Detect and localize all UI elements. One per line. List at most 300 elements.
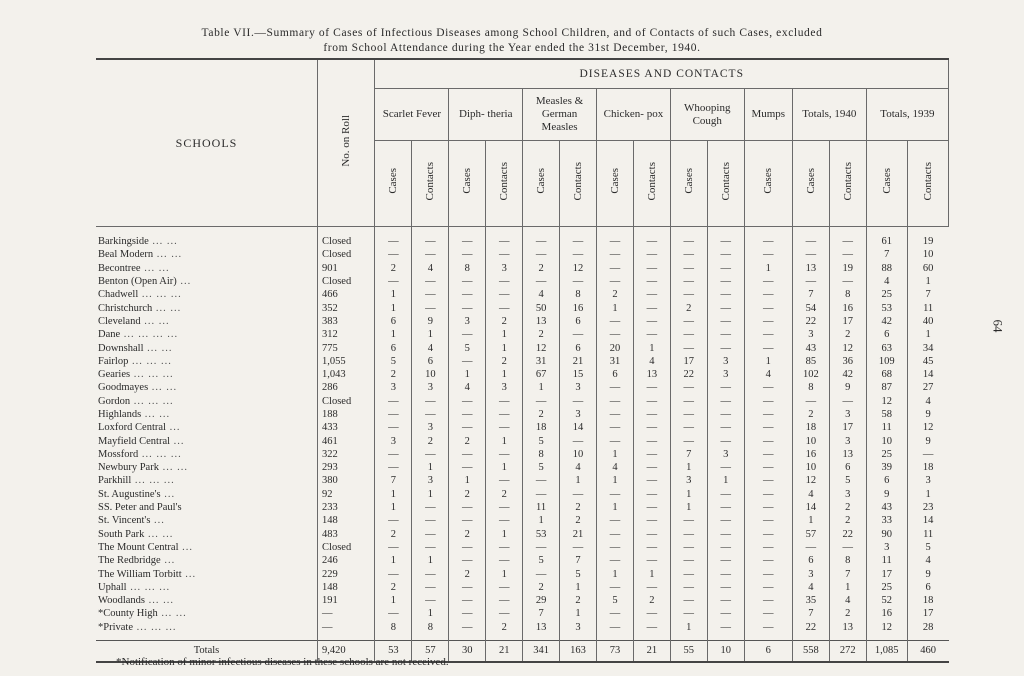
value-cell: 19 <box>907 227 948 249</box>
value-cell: — <box>449 227 486 249</box>
value-cell: — <box>633 301 670 314</box>
table-row <box>96 408 949 421</box>
value-cell: 2 <box>375 262 412 275</box>
value-cell: 1 <box>560 474 597 487</box>
school-name <box>96 581 318 594</box>
value-cell: — <box>633 501 670 514</box>
roll-count: 1,043 <box>318 368 375 381</box>
roll-count: Closed <box>318 248 375 261</box>
value-cell: 50 <box>523 301 560 314</box>
roll-count: 246 <box>318 554 375 567</box>
value-cell: 3 <box>866 541 907 554</box>
value-cell: — <box>597 315 634 328</box>
value-cell: 1 <box>829 581 866 594</box>
value-cell: 43 <box>866 501 907 514</box>
value-cell: — <box>707 301 744 314</box>
value-cell: 28 <box>907 621 948 641</box>
roll-count: 1,055 <box>318 355 375 368</box>
value-cell: — <box>744 621 792 641</box>
value-cell: 14 <box>907 368 948 381</box>
value-cell: 7 <box>670 448 707 461</box>
table-row <box>96 355 949 368</box>
roll-count: 483 <box>318 528 375 541</box>
value-cell: — <box>707 421 744 434</box>
value-cell: 3 <box>829 488 866 501</box>
value-cell: 63 <box>866 341 907 354</box>
value-cell: 5 <box>829 474 866 487</box>
dot-leader: ... ... ... <box>130 369 174 381</box>
value-cell: — <box>412 301 449 314</box>
value-cell: 1 <box>523 514 560 527</box>
value-cell: 2 <box>486 621 523 641</box>
school-name-text: *County High <box>98 608 158 620</box>
value-cell: 7 <box>792 607 829 620</box>
value-cell: 18 <box>792 421 829 434</box>
dot-leader: ... ... <box>158 462 188 474</box>
value-cell: 61 <box>866 227 907 249</box>
value-cell: — <box>486 607 523 620</box>
dot-leader: ... ... <box>157 608 187 620</box>
value-cell: 4 <box>523 288 560 301</box>
value-cell: 2 <box>523 328 560 341</box>
value-cell: 25 <box>866 581 907 594</box>
value-cell: — <box>744 301 792 314</box>
table-row <box>96 275 949 288</box>
value-cell: — <box>670 227 707 249</box>
value-cell: 11 <box>907 528 948 541</box>
value-cell: — <box>412 448 449 461</box>
value-cell: 5 <box>523 434 560 447</box>
value-cell: — <box>744 341 792 354</box>
value-cell: 2 <box>486 355 523 368</box>
table-row <box>96 262 949 275</box>
value-cell: 10 <box>792 434 829 447</box>
value-cell: — <box>744 488 792 501</box>
school-name-text: Cleveland <box>98 315 141 327</box>
dot-leader: ... <box>160 488 176 500</box>
cases-label: Cases <box>535 168 548 194</box>
value-cell: — <box>633 434 670 447</box>
value-cell: — <box>670 381 707 394</box>
value-cell: 3 <box>707 368 744 381</box>
value-cell: 2 <box>829 328 866 341</box>
roll-count: Closed <box>318 275 375 288</box>
value-cell: 2 <box>412 434 449 447</box>
totals-value-cell: 73 <box>597 640 634 662</box>
value-cell: 3 <box>412 421 449 434</box>
value-cell: 15 <box>560 368 597 381</box>
value-cell: 1 <box>412 488 449 501</box>
value-cell: — <box>670 395 707 408</box>
value-cell: — <box>486 554 523 567</box>
value-cell: 102 <box>792 368 829 381</box>
value-cell: — <box>707 514 744 527</box>
value-cell: — <box>792 395 829 408</box>
value-cell: 9 <box>907 567 948 580</box>
value-cell: 1 <box>670 461 707 474</box>
roll-count: 383 <box>318 315 375 328</box>
value-cell: — <box>523 227 560 249</box>
dot-leader: ... <box>178 541 193 553</box>
value-cell: 11 <box>907 301 948 314</box>
value-cell: 90 <box>866 528 907 541</box>
value-cell: 1 <box>486 341 523 354</box>
dot-leader: ... ... ... <box>133 621 177 633</box>
value-cell: 2 <box>375 368 412 381</box>
value-cell: 3 <box>449 315 486 328</box>
value-cell: 1 <box>412 607 449 620</box>
table-row <box>96 581 949 594</box>
value-cell: 8 <box>412 621 449 641</box>
contacts-label: Contacts <box>572 161 585 201</box>
table-title-line2: from School Attendance during the Year ended the 31st December, 1940. <box>323 42 701 54</box>
value-cell: 4 <box>744 368 792 381</box>
value-cell: — <box>707 248 744 261</box>
value-cell: — <box>560 541 597 554</box>
value-cell: — <box>707 594 744 607</box>
value-cell: 4 <box>633 355 670 368</box>
value-cell: 52 <box>866 594 907 607</box>
value-cell: 8 <box>560 288 597 301</box>
totals-value-cell: 55 <box>670 640 707 662</box>
value-cell: 2 <box>670 301 707 314</box>
value-cell: 87 <box>866 381 907 394</box>
value-cell: 7 <box>523 607 560 620</box>
table-row <box>96 227 949 249</box>
cases-subheader <box>792 141 829 227</box>
value-cell: 2 <box>560 594 597 607</box>
school-name <box>96 301 318 314</box>
value-cell: 58 <box>866 408 907 421</box>
value-cell: — <box>449 408 486 421</box>
value-cell: — <box>412 227 449 249</box>
value-cell: — <box>633 328 670 341</box>
school-name <box>96 541 318 554</box>
roll-count: 229 <box>318 567 375 580</box>
value-cell: — <box>744 581 792 594</box>
value-cell: 25 <box>866 448 907 461</box>
table-row <box>96 461 949 474</box>
value-cell: — <box>449 514 486 527</box>
value-cell: 4 <box>412 262 449 275</box>
totals-value-cell: 6 <box>744 640 792 662</box>
value-cell: — <box>523 488 560 501</box>
value-cell: — <box>486 301 523 314</box>
value-cell: 2 <box>523 408 560 421</box>
value-cell: 7 <box>907 288 948 301</box>
value-cell: — <box>523 248 560 261</box>
value-cell: — <box>707 315 744 328</box>
school-name <box>96 315 318 328</box>
value-cell: — <box>523 474 560 487</box>
value-cell: 1 <box>597 501 634 514</box>
school-name <box>96 567 318 580</box>
value-cell: — <box>375 607 412 620</box>
school-name-text: Barkingside <box>98 236 149 248</box>
value-cell: 13 <box>829 448 866 461</box>
dot-leader: ... ... <box>140 315 170 327</box>
roll-count: 466 <box>318 288 375 301</box>
value-cell: — <box>707 227 744 249</box>
value-cell: 1 <box>907 328 948 341</box>
totals-label: Totals <box>96 640 318 662</box>
dot-leader: ... ... ... <box>128 355 172 367</box>
cases-label: Cases <box>804 168 817 194</box>
value-cell: 3 <box>375 434 412 447</box>
totals-value-cell: 1,085 <box>866 640 907 662</box>
value-cell: — <box>670 328 707 341</box>
value-cell: 6 <box>829 461 866 474</box>
table-row <box>96 328 949 341</box>
value-cell: — <box>597 248 634 261</box>
contacts-subheader <box>829 141 866 227</box>
table-row <box>96 474 949 487</box>
value-cell: — <box>375 541 412 554</box>
dot-leader: ... <box>170 435 185 447</box>
value-cell: 4 <box>907 554 948 567</box>
cases-subheader <box>375 141 412 227</box>
dot-leader: ... ... <box>143 342 173 354</box>
table-row <box>96 381 949 394</box>
value-cell: 53 <box>523 528 560 541</box>
value-cell: — <box>597 514 634 527</box>
value-cell: — <box>449 594 486 607</box>
value-cell: 88 <box>866 262 907 275</box>
dot-leader: ... <box>165 422 181 434</box>
value-cell: — <box>633 448 670 461</box>
value-cell: 8 <box>449 262 486 275</box>
value-cell: 1 <box>707 474 744 487</box>
value-cell: 3 <box>792 567 829 580</box>
value-cell: — <box>597 408 634 421</box>
value-cell: 1 <box>375 554 412 567</box>
value-cell: — <box>523 395 560 408</box>
table-row <box>96 554 949 567</box>
value-cell: 16 <box>560 301 597 314</box>
page-number: 64 <box>990 319 1006 333</box>
value-cell: — <box>486 408 523 421</box>
contacts-subheader <box>707 141 744 227</box>
value-cell: 3 <box>792 328 829 341</box>
roll-count: 901 <box>318 262 375 275</box>
value-cell: — <box>560 488 597 501</box>
value-cell: 4 <box>597 461 634 474</box>
value-cell: 5 <box>597 594 634 607</box>
value-cell: 17 <box>829 315 866 328</box>
value-cell: — <box>707 541 744 554</box>
value-cell: 22 <box>792 621 829 641</box>
value-cell: — <box>670 594 707 607</box>
value-cell: — <box>412 541 449 554</box>
school-name <box>96 501 318 514</box>
value-cell: — <box>670 288 707 301</box>
value-cell: 2 <box>633 594 670 607</box>
school-name-text: Goodmayes <box>98 382 149 394</box>
value-cell: 8 <box>792 381 829 394</box>
value-cell: — <box>449 448 486 461</box>
value-cell: — <box>523 541 560 554</box>
value-cell: — <box>486 514 523 527</box>
value-cell: 13 <box>792 262 829 275</box>
value-cell: — <box>375 275 412 288</box>
school-name-text: Loxford Central <box>98 422 166 434</box>
totals-value-cell: 10 <box>707 640 744 662</box>
value-cell: 12 <box>523 341 560 354</box>
footnote: *Notification of minor infectious diseases in these schools are not received. <box>116 656 449 668</box>
value-cell: — <box>707 275 744 288</box>
roll-count: — <box>318 621 375 641</box>
value-cell: — <box>449 461 486 474</box>
table-row <box>96 301 949 314</box>
value-cell: 4 <box>866 275 907 288</box>
value-cell: 25 <box>866 288 907 301</box>
roll-count: 191 <box>318 594 375 607</box>
scarlet-fever-header: Scarlet Fever <box>375 89 449 141</box>
value-cell: — <box>486 448 523 461</box>
value-cell: — <box>633 395 670 408</box>
contacts-label: Contacts <box>719 161 732 201</box>
value-cell: — <box>633 421 670 434</box>
value-cell: 2 <box>597 288 634 301</box>
value-cell: — <box>523 275 560 288</box>
school-name <box>96 421 318 434</box>
value-cell: 1 <box>792 514 829 527</box>
contacts-label: Contacts <box>498 161 511 201</box>
school-name-text: Becontree <box>98 262 141 274</box>
school-name <box>96 248 318 261</box>
value-cell: 16 <box>792 448 829 461</box>
diphtheria-header: Diph- theria <box>449 89 523 141</box>
value-cell: 1 <box>744 262 792 275</box>
totals-value-cell: 21 <box>633 640 670 662</box>
table-title-line1: Table VII.—Summary of Cases of Infectious Diseases among School Children, and of Contacts of such Cases, excluded <box>201 27 823 39</box>
contacts-subheader <box>412 141 449 227</box>
value-cell: — <box>829 227 866 249</box>
school-name <box>96 227 318 249</box>
value-cell: — <box>744 607 792 620</box>
value-cell: — <box>670 248 707 261</box>
value-cell: 12 <box>560 262 597 275</box>
totals-value-cell: 460 <box>907 640 948 662</box>
value-cell: 12 <box>792 474 829 487</box>
school-name-text: Mossford <box>98 448 139 460</box>
value-cell: — <box>707 395 744 408</box>
value-cell: 1 <box>523 381 560 394</box>
value-cell: 14 <box>907 514 948 527</box>
school-name <box>96 275 318 288</box>
value-cell: — <box>597 434 634 447</box>
contacts-subheader <box>560 141 597 227</box>
table-row <box>96 488 949 501</box>
value-cell: 1 <box>412 328 449 341</box>
value-cell: 2 <box>829 501 866 514</box>
value-cell: — <box>560 328 597 341</box>
value-cell: 29 <box>523 594 560 607</box>
value-cell: 1 <box>560 581 597 594</box>
table-row <box>96 621 949 641</box>
dot-leader: ... ... ... <box>130 395 174 407</box>
roll-count: 312 <box>318 328 375 341</box>
value-cell: — <box>375 461 412 474</box>
value-cell: — <box>375 248 412 261</box>
totals-roll: 9,420 <box>318 640 375 662</box>
value-cell: — <box>560 248 597 261</box>
school-name-text: Highlands <box>98 409 142 420</box>
dot-leader: ... ... <box>152 302 182 314</box>
value-cell: 34 <box>907 341 948 354</box>
value-cell: — <box>670 567 707 580</box>
table-row <box>96 607 949 620</box>
cases-subheader <box>744 141 792 227</box>
value-cell: 2 <box>829 514 866 527</box>
value-cell: 3 <box>486 381 523 394</box>
value-cell: 6 <box>597 368 634 381</box>
value-cell: — <box>707 262 744 275</box>
value-cell: — <box>449 501 486 514</box>
school-name <box>96 514 318 527</box>
table-row <box>96 567 949 580</box>
value-cell: — <box>449 355 486 368</box>
value-cell: — <box>670 341 707 354</box>
value-cell: 5 <box>375 355 412 368</box>
cases-label: Cases <box>880 168 893 194</box>
value-cell: — <box>744 395 792 408</box>
value-cell: 3 <box>829 434 866 447</box>
value-cell: — <box>633 607 670 620</box>
contacts-subheader <box>907 141 948 227</box>
value-cell: — <box>633 541 670 554</box>
value-cell: 8 <box>375 621 412 641</box>
table-row <box>96 448 949 461</box>
value-cell: — <box>707 607 744 620</box>
value-cell: 68 <box>866 368 907 381</box>
value-cell: — <box>375 448 412 461</box>
school-name <box>96 434 318 447</box>
value-cell: — <box>597 621 634 641</box>
school-name-text: Downshall <box>98 342 144 354</box>
contacts-label: Contacts <box>921 161 934 201</box>
dot-leader: ... ... <box>148 382 178 394</box>
value-cell: 17 <box>670 355 707 368</box>
value-cell: 16 <box>866 607 907 620</box>
value-cell: — <box>744 328 792 341</box>
value-cell: 53 <box>866 301 907 314</box>
value-cell: 7 <box>829 567 866 580</box>
value-cell: — <box>744 594 792 607</box>
school-name <box>96 488 318 501</box>
value-cell: — <box>792 275 829 288</box>
value-cell: 39 <box>866 461 907 474</box>
value-cell: 1 <box>597 301 634 314</box>
summary-table-wrap <box>96 58 949 663</box>
value-cell: 9 <box>412 315 449 328</box>
school-name-text: SS. Peter and Paul's <box>98 502 182 514</box>
value-cell: 22 <box>670 368 707 381</box>
value-cell: 10 <box>412 368 449 381</box>
value-cell: — <box>412 248 449 261</box>
totals-value-cell: 21 <box>486 640 523 662</box>
dot-leader: ... ... <box>140 262 170 274</box>
value-cell: 13 <box>633 368 670 381</box>
value-cell: — <box>670 421 707 434</box>
value-cell: — <box>597 581 634 594</box>
contacts-label: Contacts <box>424 161 437 201</box>
value-cell: 1 <box>412 554 449 567</box>
value-cell: — <box>744 275 792 288</box>
roll-count: 286 <box>318 381 375 394</box>
school-name <box>96 395 318 408</box>
value-cell: 2 <box>560 501 597 514</box>
